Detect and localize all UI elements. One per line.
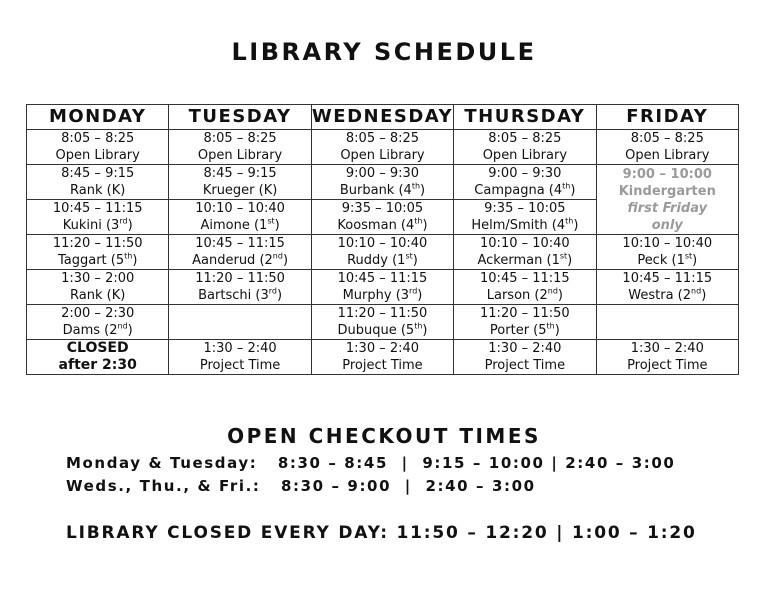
schedule-cell xyxy=(454,270,596,305)
teacher-name: Project Time xyxy=(484,358,566,373)
grade-close-paren: ) xyxy=(276,288,283,303)
slot-teacher xyxy=(454,287,595,304)
grade-close-paren: ) xyxy=(417,288,423,303)
teacher-name: Dubuque (5 xyxy=(337,323,415,338)
teacher-name: Dams (2 xyxy=(62,323,118,338)
teacher-name: Larson (2 xyxy=(486,288,548,303)
slot-time: 10:10 – 10:40 xyxy=(622,236,713,251)
slot-teacher xyxy=(454,322,595,339)
teacher-name: Taggart (5 xyxy=(57,253,125,268)
day-header-friday: FRIDAY xyxy=(596,105,738,130)
teacher-name: Murphy (3 xyxy=(342,288,410,303)
slot-time: 8:05 – 8:25 xyxy=(61,131,135,146)
schedule-cell xyxy=(169,130,311,165)
closed-label: CLOSED xyxy=(66,340,129,356)
slot-teacher xyxy=(454,147,595,164)
slot-time: 10:45 – 11:15 xyxy=(52,201,143,216)
slot-time: 2:00 – 2:30 xyxy=(61,306,135,321)
teacher-name: Project Time xyxy=(199,358,281,373)
teacher-name: after 2:30 xyxy=(58,357,137,373)
slot-teacher xyxy=(312,357,453,374)
kinder-label: Kindergarten xyxy=(618,183,716,199)
slot-teacher xyxy=(454,217,595,234)
grade-close-paren: ) xyxy=(422,323,428,338)
grade-close-paren: ) xyxy=(554,323,560,338)
closed-after-label xyxy=(27,357,168,374)
grade-close-paren: ) xyxy=(701,288,707,303)
checkout-line-wed-fri: Weds., Thu., & Fri.: 8:30 – 9:00 | 2:40 – 3:00 xyxy=(66,477,536,495)
teacher-name: Open Library xyxy=(482,148,568,163)
slot-time: 10:45 – 11:15 xyxy=(337,271,428,286)
grade-close-paren: ) xyxy=(573,218,579,233)
schedule-cell xyxy=(311,200,453,235)
grade-ordinal-suffix: th xyxy=(546,321,555,331)
teacher-name: Burbank (4 xyxy=(339,183,412,198)
schedule-cell xyxy=(596,340,738,375)
slot-teacher xyxy=(312,322,453,339)
teacher-name: Open Library xyxy=(197,148,283,163)
slot-time: 8:45 – 9:15 xyxy=(203,166,277,181)
grade-ordinal-suffix: nd xyxy=(117,321,128,331)
teacher-name: Open Library xyxy=(625,148,710,163)
schedule-row xyxy=(27,340,739,375)
checkout-line-mon-tue: Monday & Tuesday: 8:30 – 8:45 | 9:15 – 10:00 | 2:40 – 3:00 xyxy=(66,454,676,472)
grade-close-paren: ) xyxy=(692,253,698,268)
slot-time: 1:30 – 2:40 xyxy=(630,341,704,356)
teacher-name: Project Time xyxy=(342,358,423,373)
slot-time: 10:45 – 11:15 xyxy=(480,271,570,286)
schedule-cell xyxy=(27,200,169,235)
grade-close-paren: ) xyxy=(422,218,428,233)
schedule-cell xyxy=(27,340,169,375)
slot-time: 9:00 – 9:30 xyxy=(345,166,420,181)
day-header-monday: MONDAY xyxy=(27,105,169,130)
schedule-row xyxy=(27,235,739,270)
schedule-cell xyxy=(27,165,169,200)
schedule-cell xyxy=(454,165,596,200)
slot-teacher xyxy=(597,252,738,269)
schedule-cell xyxy=(454,305,596,340)
schedule-cell xyxy=(169,165,311,200)
grade-ordinal-suffix: rd xyxy=(409,286,418,296)
slot-time: 11:20 – 11:50 xyxy=(337,306,428,321)
schedule-cell xyxy=(454,340,596,375)
teacher-name: Ruddy (1 xyxy=(347,253,406,268)
schedule-cell xyxy=(454,130,596,165)
slot-time: 1:30 – 2:40 xyxy=(488,341,562,356)
slot-teacher xyxy=(312,252,453,269)
grade-close-paren: ) xyxy=(557,288,563,303)
slot-teacher xyxy=(597,287,738,304)
grade-ordinal-suffix: st xyxy=(559,251,568,261)
slot-teacher xyxy=(27,182,168,199)
teacher-name: Aimone (1 xyxy=(200,218,268,233)
schedule-cell xyxy=(169,340,311,375)
teacher-name: Porter (5 xyxy=(489,323,547,338)
schedule-body xyxy=(27,130,739,375)
schedule-cell xyxy=(311,340,453,375)
teacher-name: Project Time xyxy=(627,358,708,373)
grade-ordinal-suffix: th xyxy=(124,251,133,261)
schedule-cell xyxy=(27,235,169,270)
grade-close-paren: ) xyxy=(567,253,573,268)
slot-time: 10:10 – 10:40 xyxy=(480,236,570,251)
schedule-cell xyxy=(311,270,453,305)
teacher-name: Kukini (3 xyxy=(62,218,120,233)
slot-time: 8:45 – 9:15 xyxy=(61,166,135,181)
schedule-cell xyxy=(169,270,311,305)
teacher-name: Peck (1 xyxy=(637,253,685,268)
slot-teacher xyxy=(27,252,168,269)
day-header-wednesday: WEDNESDAY xyxy=(311,105,453,130)
schedule-cell xyxy=(596,270,738,305)
schedule-cell xyxy=(311,130,453,165)
grade-close-paren: ) xyxy=(570,183,576,198)
grade-ordinal-suffix: st xyxy=(684,251,693,261)
slot-teacher xyxy=(27,217,168,234)
schedule-row xyxy=(27,305,739,340)
schedule-cell xyxy=(169,200,311,235)
slot-teacher xyxy=(27,322,168,339)
teacher-name: Bartschi (3 xyxy=(198,288,269,303)
schedule-cell xyxy=(27,270,169,305)
grade-ordinal-suffix: th xyxy=(414,216,423,226)
grade-ordinal-suffix: rd xyxy=(268,286,277,296)
teacher-name: Koosman (4 xyxy=(337,218,415,233)
slot-teacher xyxy=(454,252,595,269)
grade-close-paren: ) xyxy=(274,218,280,233)
grade-ordinal-suffix: th xyxy=(562,181,571,191)
grade-close-paren: ) xyxy=(420,183,426,198)
teacher-name: Westra (2 xyxy=(628,288,692,303)
teacher-name: Helm/Smith (4 xyxy=(471,218,566,233)
slot-teacher xyxy=(27,147,168,164)
teacher-name: Open Library xyxy=(340,148,425,163)
slot-teacher xyxy=(312,147,453,164)
schedule-cell xyxy=(169,235,311,270)
slot-time: 11:20 – 11:50 xyxy=(480,306,570,321)
grade-ordinal-suffix: st xyxy=(405,251,413,261)
schedule-cell xyxy=(169,305,311,340)
kinder-note: first Friday xyxy=(627,200,708,216)
slot-teacher xyxy=(312,217,453,234)
kinder-note-only: only xyxy=(651,217,683,233)
grade-ordinal-suffix: nd xyxy=(547,286,558,296)
kindergarten-friday-cell xyxy=(596,165,738,235)
slot-time: 9:35 – 10:05 xyxy=(341,201,424,216)
schedule-cell xyxy=(27,305,169,340)
slot-teacher xyxy=(312,182,453,199)
slot-teacher xyxy=(169,252,310,269)
slot-teacher xyxy=(454,357,595,374)
slot-time: 1:30 – 2:40 xyxy=(203,341,277,356)
schedule-cell xyxy=(311,165,453,200)
slot-time: 9:35 – 10:05 xyxy=(484,201,566,216)
grade-ordinal-suffix: st xyxy=(267,216,275,226)
grade-ordinal-suffix: th xyxy=(411,181,421,191)
day-header-row xyxy=(27,105,739,130)
teacher-name: Rank (K) xyxy=(70,288,126,303)
grade-close-paren: ) xyxy=(127,323,133,338)
slot-time: 11:20 – 11:50 xyxy=(52,236,143,251)
slot-teacher xyxy=(454,182,595,199)
schedule-cell xyxy=(311,235,453,270)
day-header-thursday: THURSDAY xyxy=(454,105,596,130)
slot-time: 9:00 – 9:30 xyxy=(488,166,562,181)
slot-teacher xyxy=(169,357,310,374)
schedule-row xyxy=(27,130,739,165)
slot-teacher xyxy=(597,147,738,164)
teacher-name: Aanderud (2 xyxy=(192,253,273,268)
schedule-cell xyxy=(596,235,738,270)
schedule-cell xyxy=(454,200,596,235)
teacher-name: Ackerman (1 xyxy=(477,253,560,268)
slot-time: 10:10 – 10:40 xyxy=(195,201,285,216)
schedule-table xyxy=(26,104,739,375)
schedule-cell xyxy=(454,235,596,270)
schedule-cell xyxy=(596,305,738,340)
grade-ordinal-suffix: rd xyxy=(119,216,128,226)
grade-close-paren: ) xyxy=(127,218,133,233)
schedule-cell xyxy=(596,130,738,165)
slot-time: 10:45 – 11:15 xyxy=(622,271,713,286)
grade-ordinal-suffix: nd xyxy=(272,251,283,261)
slot-teacher xyxy=(169,182,310,199)
slot-time: 11:20 – 11:50 xyxy=(195,271,285,286)
slot-teacher xyxy=(27,287,168,304)
grade-ordinal-suffix: nd xyxy=(691,286,702,296)
slot-time: 8:05 – 8:25 xyxy=(488,131,562,146)
slot-time: 8:05 – 8:25 xyxy=(630,131,704,146)
checkout-heading: OPEN CHECKOUT TIMES xyxy=(227,424,541,448)
teacher-name: Krueger (K) xyxy=(202,183,278,198)
grade-ordinal-suffix: th xyxy=(565,216,574,226)
slot-time: 1:30 – 2:40 xyxy=(345,341,420,356)
slot-teacher xyxy=(597,357,738,374)
slot-teacher xyxy=(169,287,310,304)
teacher-name: Campagna (4 xyxy=(474,183,563,198)
schedule-row xyxy=(27,165,739,200)
grade-close-paren: ) xyxy=(282,253,289,268)
day-header-tuesday: TUESDAY xyxy=(169,105,311,130)
slot-teacher xyxy=(169,217,310,234)
slot-time: 10:45 – 11:15 xyxy=(195,236,285,251)
grade-close-paren: ) xyxy=(412,253,418,268)
slot-time: 1:30 – 2:00 xyxy=(61,271,135,286)
schedule-cell xyxy=(311,305,453,340)
page-title: LIBRARY SCHEDULE xyxy=(231,38,537,66)
kinder-time: 9:00 – 10:00 xyxy=(622,166,712,182)
teacher-name: Rank (K) xyxy=(70,183,126,198)
slot-teacher xyxy=(312,287,453,304)
teacher-name: Open Library xyxy=(55,148,140,163)
slot-time: 8:05 – 8:25 xyxy=(345,131,420,146)
grade-close-paren: ) xyxy=(132,253,138,268)
grade-ordinal-suffix: th xyxy=(414,321,423,331)
slot-teacher xyxy=(169,147,310,164)
library-closed-notice: LIBRARY CLOSED EVERY DAY: 11:50 – 12:20 | 1:00 – 1:20 xyxy=(66,523,697,543)
slot-time: 8:05 – 8:25 xyxy=(203,131,277,146)
slot-time: 10:10 – 10:40 xyxy=(337,236,428,251)
schedule-cell xyxy=(27,130,169,165)
schedule-row xyxy=(27,270,739,305)
